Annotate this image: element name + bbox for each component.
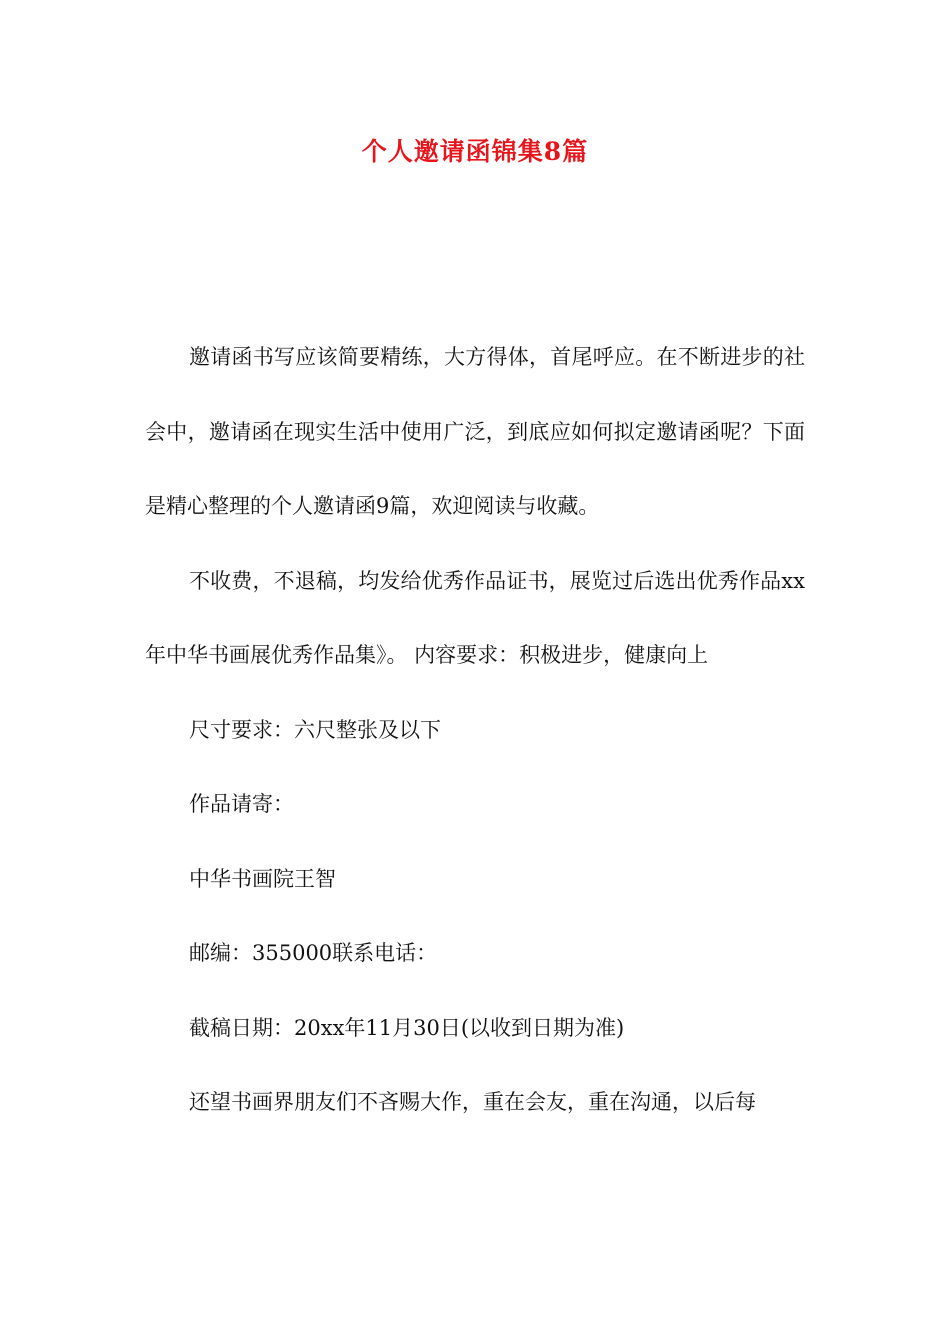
paragraph-closing: 还望书画界朋友们不吝赐大作，重在会友，重在沟通，以后每 — [189, 1090, 756, 1114]
paragraph-mail-to: 作品请寄： — [189, 792, 294, 816]
paragraph-intro: 邀请函书写应该简要精练，大方得体，首尾呼应。在不断进步的社会中，邀请函在现实生活中使用广泛，到底应如何拟定邀请函呢？下面是精心整理的个人邀请函9篇，欢迎阅读与收藏。 — [145, 345, 805, 518]
document-body — [145, 320, 805, 1140]
paragraph-size: 尺寸要求：六尺整张及以下 — [189, 717, 441, 742]
document-title: 个人邀请函锦集8篇 — [361, 137, 589, 166]
paragraph-postcode: 邮编：355000联系电话： — [189, 941, 438, 965]
paragraph-recipient: 中华书画院王智 — [189, 866, 336, 891]
paragraph-terms: 不收费，不退稿，均发给优秀作品证书，展览过后选出优秀作品xx年中华书画展优秀作品集》。 内容要求：积极进步，健康向上 — [145, 568, 805, 667]
paragraph-deadline: 截稿日期：20xx年11月30日(以收到日期为准) — [189, 1015, 625, 1040]
